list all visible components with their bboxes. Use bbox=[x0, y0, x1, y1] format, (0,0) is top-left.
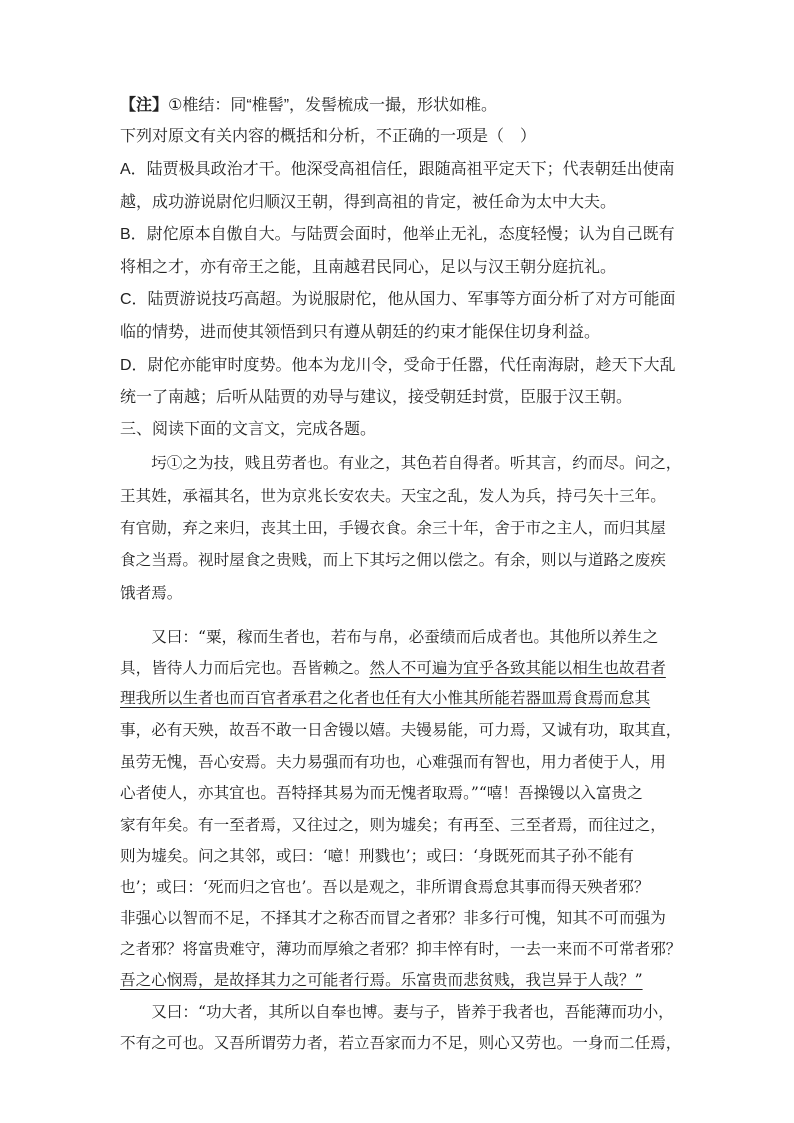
option-b-line-1: B．尉佗原本自傲自大。与陆贾会面时，他举止无礼，态度轻慢；认为自己既有 bbox=[120, 226, 675, 243]
passage-line: 则为墟矣。问之其邻，或曰：‘噫！刑戮也’；或曰：‘身既死而其子孙不能有 bbox=[120, 847, 634, 865]
passage-line: 虽劳无愧，吾心安焉。夫力易强而有功也，心难强而有智也，用力者使于人，用 bbox=[120, 753, 666, 771]
option-c-line-2: 临的情势，进而使其领悟到只有遵从朝廷的约束才能保住切身利益。 bbox=[120, 324, 601, 341]
note-text: ①椎结：同“椎髻”，发髻梳成一撮，形状如椎。 bbox=[168, 97, 498, 114]
passage-line: 心者使人，亦其宜也。吾特择其易为而无愧者取焉。”“嘻！吾操镘以入富贵之 bbox=[120, 784, 643, 802]
passage-line: 饿者焉。 bbox=[120, 584, 183, 602]
passage-line: 又曰：“粟，稼而生者也，若布与帛，必蚕绩而后成者也。其他所以养生之 bbox=[120, 628, 659, 646]
section-title: 三、阅读下面的文言文，完成各题。 bbox=[120, 421, 377, 438]
note-tag: 【注】 bbox=[120, 97, 169, 114]
passage-text: 具，皆待人力而后完也。吾皆赖之。 bbox=[120, 659, 370, 677]
passage-line: 又曰：“功大者，其所以自奉也博。妻与子，皆养于我者也，吾能薄而功小， bbox=[120, 1003, 674, 1021]
question-stem: 下列对原文有关内容的概括和分析，不正确的一项是（ ） bbox=[120, 128, 537, 145]
passage-line bbox=[120, 658, 666, 678]
option-c-line-1: C．陆贾游说技巧高超。为说服尉佗，他从国力、军事等方面分析了对方可能面 bbox=[120, 291, 676, 308]
passage-line: 非强心以智而不足，不择其才之称否而冒之者邪？非多行可愧，知其不可而强为 bbox=[120, 909, 666, 927]
passage-line: 家有年矣。有一至者焉，又往过之，则为墟矣；有再至、三至者焉，而往过之， bbox=[120, 816, 666, 834]
underlined-sentence-continued: 理我所以生者也而百官者承君之化者也任有大小惟其所能若器皿焉食焉而怠其 bbox=[120, 689, 651, 707]
passage-line: 之者邪？将富贵难守，薄功而厚飨之者邪？抑丰悴有时，一去一来而不可常者邪？ bbox=[120, 940, 682, 958]
passage-line: 有官勋，弃之来归，丧其土田，手镘衣食。余三十年，舍于市之主人，而归其屋 bbox=[120, 519, 666, 537]
passage-line: 圬①之为技，贱且劳者也。有业之，其色若自得者。听其言，约而尽。问之， bbox=[120, 454, 682, 472]
passage-line: 也’；或曰：‘死而归之官也’。吾以是观之，非所谓食焉怠其事而得天殃者邪？ bbox=[120, 878, 650, 896]
passage-line: 王其姓，承福其名，世为京兆长安农夫。天宝之乱，发人为兵，持弓矢十三年。 bbox=[120, 487, 666, 505]
underlined-sentence-end: 吾之心悯焉，是故择其力之可能者行焉。乐富贵而悲贫贱，我岂异于人哉？” bbox=[120, 971, 643, 989]
passage-line: 事，必有天殃，故吾不敢一日舍镘以嬉。夫镘易能，可力焉，又诚有功，取其直， bbox=[120, 721, 682, 739]
passage-line: 不有之可也。又吾所谓劳力者，若立吾家而力不足，则心又劳也。一身而二任焉， bbox=[120, 1034, 682, 1052]
passage-line: 食之当焉。视时屋食之贵贱，而上下其圬之佣以偿之。有余，则以与道路之废疾 bbox=[120, 551, 666, 569]
note-line bbox=[120, 96, 497, 116]
option-b-line-2: 将相之才，亦有帝王之能，且南越君民同心，足以与汉王朝分庭抗礼。 bbox=[120, 259, 617, 276]
option-d-line-1: D．尉佗亦能审时度势。他本为龙川令，受命于任嚣，代任南海尉，趁天下大乱 bbox=[120, 357, 676, 374]
option-a-line-2: 越，成功游说尉佗归顺汉王朝，得到高祖的肯定，被任命为太中大夫。 bbox=[120, 194, 617, 211]
option-a-line-1: A．陆贾极具政治才干。他深受高祖信任，跟随高祖平定天下；代表朝廷出使南 bbox=[120, 161, 675, 178]
option-d-line-2: 统一了南越；后听从陆贾的劝导与建议，接受朝廷封赏，臣服于汉王朝。 bbox=[120, 389, 633, 406]
underlined-sentence: 然人不可遍为宜乎各致其能以相生也故君者 bbox=[369, 659, 666, 677]
